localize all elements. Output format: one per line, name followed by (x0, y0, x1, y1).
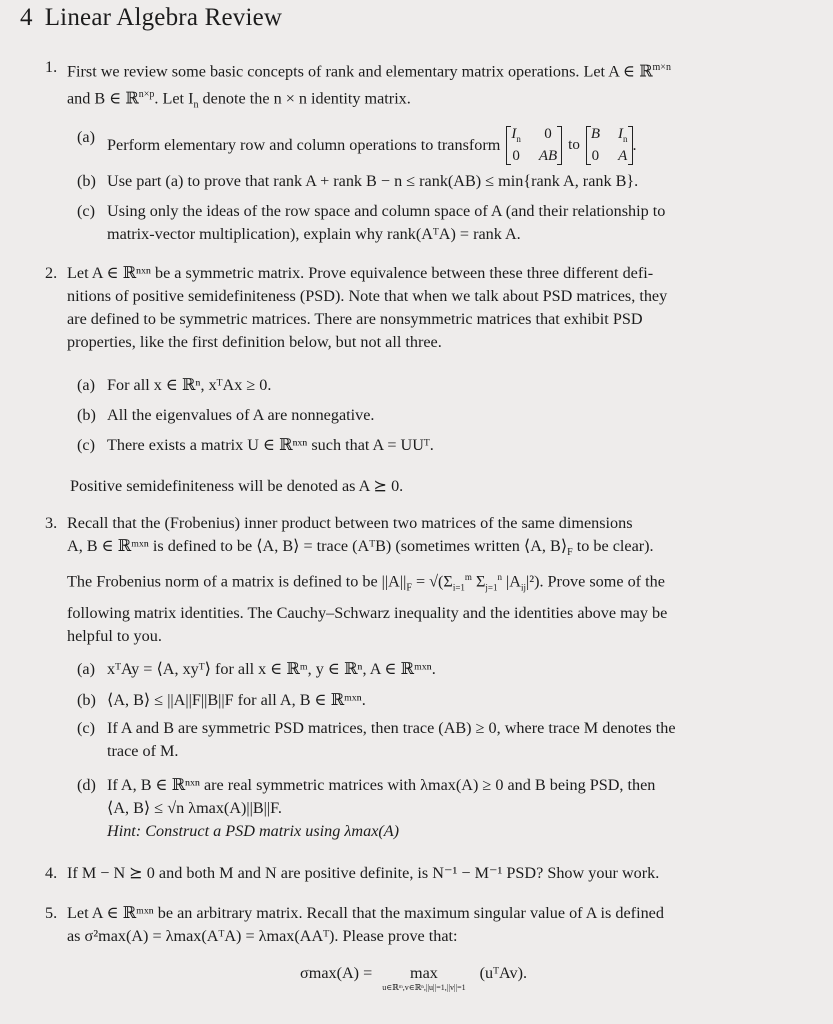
q2-b-text: All the eigenvalues of A are nonnegative. (107, 406, 375, 424)
section-number: 4 (20, 4, 33, 31)
q5-equation (300, 964, 527, 992)
section-title (20, 4, 282, 32)
q1-c-line-1: Using only the ideas of the row space and column space of A (and their relationship to (107, 202, 666, 220)
q1-c-line-2: matrix-vector multiplication), explain why rank(AᵀA) = rank A. (107, 225, 521, 243)
q3-d-line-2: ⟨A, B⟩ ≤ √n λmax(A)||B||F. (107, 799, 282, 817)
part-label: (a) (77, 128, 95, 146)
q1-part-a: (a) Perform elementary row and column operations to transform $I_n$ 0 0 AB to B $I_n$ 0 A . (77, 126, 637, 164)
q3-line-3: The Frobenius norm of a matrix is defined to be $||A||_F = √(\Sigma_{i=1}^m$ $\Sigma_{j=1}^n$ $|A_{ij}|^2$). Prove some of the (67, 572, 665, 594)
matrix-block-2: B $I_n$ 0 A (586, 126, 633, 165)
question-number: 3. (45, 514, 58, 532)
q2-part-a: (a) For all x ∈ ℝⁿ, xᵀAx ≥ 0. (77, 374, 797, 397)
q2-part-c: (c) There exists a matrix U ∈ ℝⁿˣⁿ such that A = UUᵀ. (77, 434, 797, 457)
to-word: to (568, 137, 580, 153)
q2-c-text: There exists a matrix U ∈ ℝⁿˣⁿ such that A = UUᵀ. (107, 436, 434, 454)
question-4 (45, 862, 805, 885)
q3-part-a: (a) xᵀAy = ⟨A, xyᵀ⟩ for all x ∈ ℝᵐ, y ∈ ℝⁿ, A ∈ ℝᵐˣⁿ. (77, 658, 797, 681)
q2-note: Positive semidefiniteness will be denoted as A ⪰ 0. (70, 477, 404, 495)
q1-b-text: Use part (a) to prove that rank A + rank B − n ≤ rank(AB) ≤ min{rank A, rank B}. (107, 172, 639, 190)
matrix-block-1: $I_n$ 0 0 AB (506, 126, 562, 165)
q3-part-c: (c) If A and B are symmetric PSD matrices, then trace (AB) ≥ 0, where trace M denotes the trace of M. (77, 717, 797, 763)
q2-line-1: Let A ∈ ℝⁿˣⁿ be a symmetric matrix. Prove equivalence between these three different defi- (67, 264, 654, 282)
q2-line-2: nitions of positive semidefiniteness (PSD). Note that when we talk about PSD matrices, they (67, 287, 668, 305)
q1-intro-line-2: and B ∈ ℝ$^{n\times p}$. Let $I_n$ denote the n × n identity matrix. (67, 89, 411, 112)
q2-part-b: (b) All the eigenvalues of A are nonnegative. (77, 404, 797, 427)
q1-a-text: Perform elementary row and column operations to transform (107, 136, 501, 154)
section-heading: Linear Algebra Review (44, 4, 283, 31)
question-2 (45, 262, 805, 354)
q3-c-line-2: trace of M. (107, 742, 179, 760)
q3-part-b: (b) ⟨A, B⟩ ≤ ||A||F||B||F for all A, B ∈ ℝᵐˣⁿ. (77, 689, 797, 712)
q3-line-2: A, B ∈ ℝᵐˣⁿ is defined to be ⟨A, B⟩ = trace (AᵀB) (sometimes written ⟨A, $B⟩_F$ to be clear). (67, 537, 654, 559)
q5-line-1: Let A ∈ ℝᵐˣⁿ be an arbitrary matrix. Recall that the maximum singular value of A is defined (67, 904, 664, 922)
q4-text: If M − N ⪰ 0 and both M and N are positive definite, is N⁻¹ − M⁻¹ PSD? Show your work. (67, 864, 660, 882)
q3-d-line-1: If A, B ∈ ℝⁿˣⁿ are real symmetric matrices with λmax(A) ≥ 0 and B being PSD, then (107, 776, 656, 794)
question-number: 4. (45, 864, 58, 882)
q2-a-text: For all x ∈ ℝⁿ, xᵀAx ≥ 0. (107, 376, 272, 394)
q3-line-4: following matrix identities. The Cauchy–Schwarz inequality and the identities above may be (67, 603, 668, 622)
question-1 (45, 56, 805, 117)
eq-subscript: u∈ℝᵐ,v∈ℝⁿ,||u||=1,||v||=1 (382, 983, 466, 992)
q2-line-3: are defined to be symmetric matrices. There are nonsymmetric matrices that exhibit PSD (67, 310, 643, 328)
q1-part-b: (b) Use part (a) to prove that rank A + rank B − n ≤ rank(AB) ≤ min{rank A, rank B}. (77, 170, 797, 193)
question-3 (45, 512, 805, 648)
eq-max: max (410, 964, 438, 982)
q3-line-5: helpful to you. (67, 626, 162, 645)
q5-line-2: as σ²max(A) = λmax(AᵀA) = λmax(AAᵀ). Please prove that: (67, 927, 458, 945)
eq-left: σmax(A) = (300, 964, 373, 982)
question-5 (45, 902, 805, 948)
q3-a-text: xᵀAy = ⟨A, xyᵀ⟩ for all x ∈ ℝᵐ, y ∈ ℝⁿ, A ∈ ℝᵐˣⁿ. (107, 660, 436, 678)
q2-line-4: properties, like the first definition below, but not all three. (67, 333, 442, 351)
q3-d-hint: Hint: Construct a PSD matrix using λmax(A) (107, 822, 400, 840)
eq-right: (uᵀAv). (479, 964, 528, 982)
question-number: 5. (45, 904, 58, 922)
q3-part-d: (d) If A, B ∈ ℝⁿˣⁿ are real symmetric matrices with λmax(A) ≥ 0 and B being PSD, then ⟨A, B⟩ ≤ √n λmax(A)||B||F. Hint: Construct a PSD matrix using λmax(A) (77, 774, 797, 843)
q1-intro-line-1: First we review some basic concepts of rank and elementary matrix operations. Let A ∈ ℝ$^{m\times n}$ (67, 62, 671, 81)
q3-line-1: Recall that the (Frobenius) inner product between two matrices of the same dimensions (67, 514, 633, 532)
q3-b-text: ⟨A, B⟩ ≤ ||A||F||B||F for all A, B ∈ ℝᵐˣⁿ. (107, 691, 366, 709)
question-number: 2. (45, 264, 58, 282)
question-number: 1. (45, 58, 58, 76)
q1-part-c: (c) Using only the ideas of the row space and column space of A (and their relationship to matrix-vector multiplication), explain why rank(AᵀA) = rank A. (77, 200, 797, 246)
q3-c-line-1: If A and B are symmetric PSD matrices, then trace (AB) ≥ 0, where trace M denotes the (107, 719, 676, 737)
